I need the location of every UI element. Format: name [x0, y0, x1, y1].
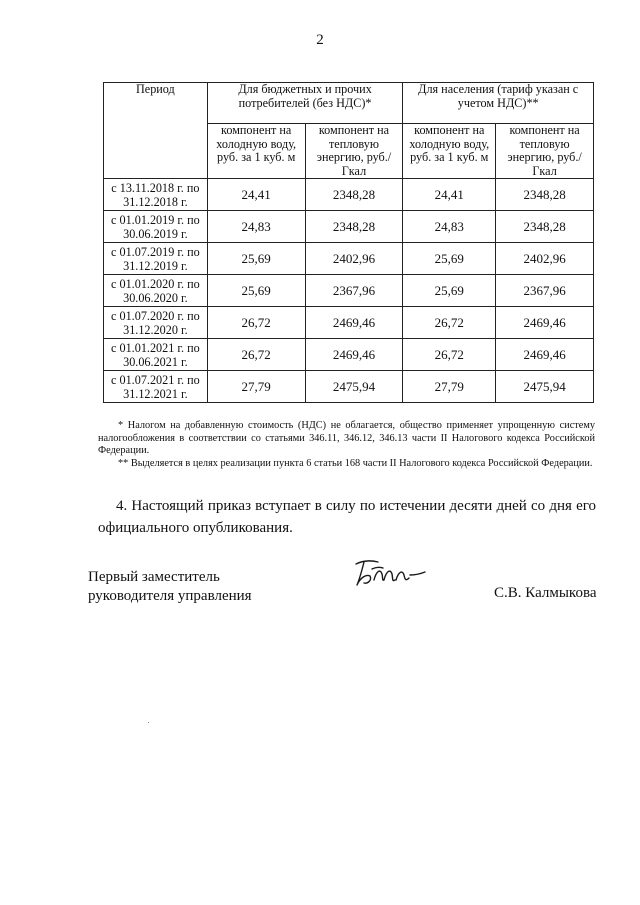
heat-population-cell: 2367,96	[496, 275, 594, 307]
cold-population-cell: 26,72	[403, 307, 496, 339]
period-cell: с 01.01.2019 г. по 30.06.2019 г.	[104, 211, 208, 243]
signer-title-line-2: руководителя управления	[88, 588, 252, 604]
cold-population-cell: 24,83	[403, 211, 496, 243]
handwritten-signature	[352, 556, 428, 590]
cold-budget-cell: 25,69	[207, 243, 305, 275]
cold-budget-cell: 25,69	[207, 275, 305, 307]
period-cell: с 01.07.2020 г. по 31.12.2020 г.	[104, 307, 208, 339]
heat-budget-cell: 2367,96	[305, 275, 403, 307]
heat-population-cell: 2402,96	[496, 243, 594, 275]
cold-population-cell: 27,79	[403, 371, 496, 403]
table-header-row	[104, 83, 594, 124]
cold-population-cell: 25,69	[403, 275, 496, 307]
heat-population-cell: 2475,94	[496, 371, 594, 403]
table-row	[104, 339, 594, 371]
period-cell: с 01.07.2021 г. по 31.12.2021 г.	[104, 371, 208, 403]
table-row	[104, 179, 594, 211]
heat-budget-cell: 2348,28	[305, 179, 403, 211]
heat-population-cell: 2348,28	[496, 179, 594, 211]
period-cell: с 01.07.2019 г. по 31.12.2019 г.	[104, 243, 208, 275]
cold-population-cell: 24,41	[403, 179, 496, 211]
table-row	[104, 211, 594, 243]
table-row	[104, 275, 594, 307]
heat-budget-cell: 2469,46	[305, 339, 403, 371]
tariff-table	[103, 82, 594, 403]
scan-speck	[148, 722, 149, 723]
cold-budget-cell: 27,79	[207, 371, 305, 403]
cold-population-cell: 26,72	[403, 339, 496, 371]
header-cold-population: компонент на холодную воду, руб. за 1 куб. м	[403, 124, 496, 179]
clause-4-paragraph: 4. Настоящий приказ вступает в силу по истечении десяти дней со дня его официального опубликования.	[98, 498, 596, 536]
signer-title	[88, 568, 252, 606]
signer-name: С.В. Калмыкова	[494, 585, 597, 601]
period-cell: с 01.01.2021 г. по 30.06.2021 г.	[104, 339, 208, 371]
heat-budget-cell: 2475,94	[305, 371, 403, 403]
header-heat-budget: компонент на тепловую энергию, руб./Гкал	[305, 124, 403, 179]
period-cell: с 01.01.2020 г. по 30.06.2020 г.	[104, 275, 208, 307]
header-heat-population: компонент на тепловую энергию, руб./Гкал	[496, 124, 594, 179]
signer-title-line-1: Первый заместитель	[88, 569, 220, 585]
header-group-population: Для населения (тариф указан с учетом НДС)**	[403, 83, 594, 124]
footnote-vat-allocated: ** Выделяется в целях реализации пункта 6 статьи 168 части II Налогового кодекса Российской Федерации.	[118, 458, 593, 469]
heat-budget-cell: 2348,28	[305, 211, 403, 243]
cold-budget-cell: 26,72	[207, 307, 305, 339]
heat-budget-cell: 2469,46	[305, 307, 403, 339]
page-number: 2	[316, 32, 324, 48]
cold-budget-cell: 24,41	[207, 179, 305, 211]
header-group-budget: Для бюджетных и прочих потребителей (без НДС)*	[207, 83, 403, 124]
heat-population-cell: 2469,46	[496, 307, 594, 339]
header-period: Период	[104, 83, 208, 179]
table-row	[104, 307, 594, 339]
heat-population-cell: 2348,28	[496, 211, 594, 243]
footnote-vat-exempt: * Налогом на добавленную стоимость (НДС) не облагается, общество применяет упрощенную систему налогообложения в соответствии со статьями 346.11, 346.12, 346.13 части II Налогового кодекса Российской Федерации.	[98, 420, 595, 457]
cold-budget-cell: 24,83	[207, 211, 305, 243]
cold-population-cell: 25,69	[403, 243, 496, 275]
period-cell: с 13.11.2018 г. по 31.12.2018 г.	[104, 179, 208, 211]
cold-budget-cell: 26,72	[207, 339, 305, 371]
header-cold-budget: компонент на холодную воду, руб. за 1 куб. м	[207, 124, 305, 179]
heat-population-cell: 2469,46	[496, 339, 594, 371]
table-row	[104, 371, 594, 403]
heat-budget-cell: 2402,96	[305, 243, 403, 275]
table-row	[104, 243, 594, 275]
